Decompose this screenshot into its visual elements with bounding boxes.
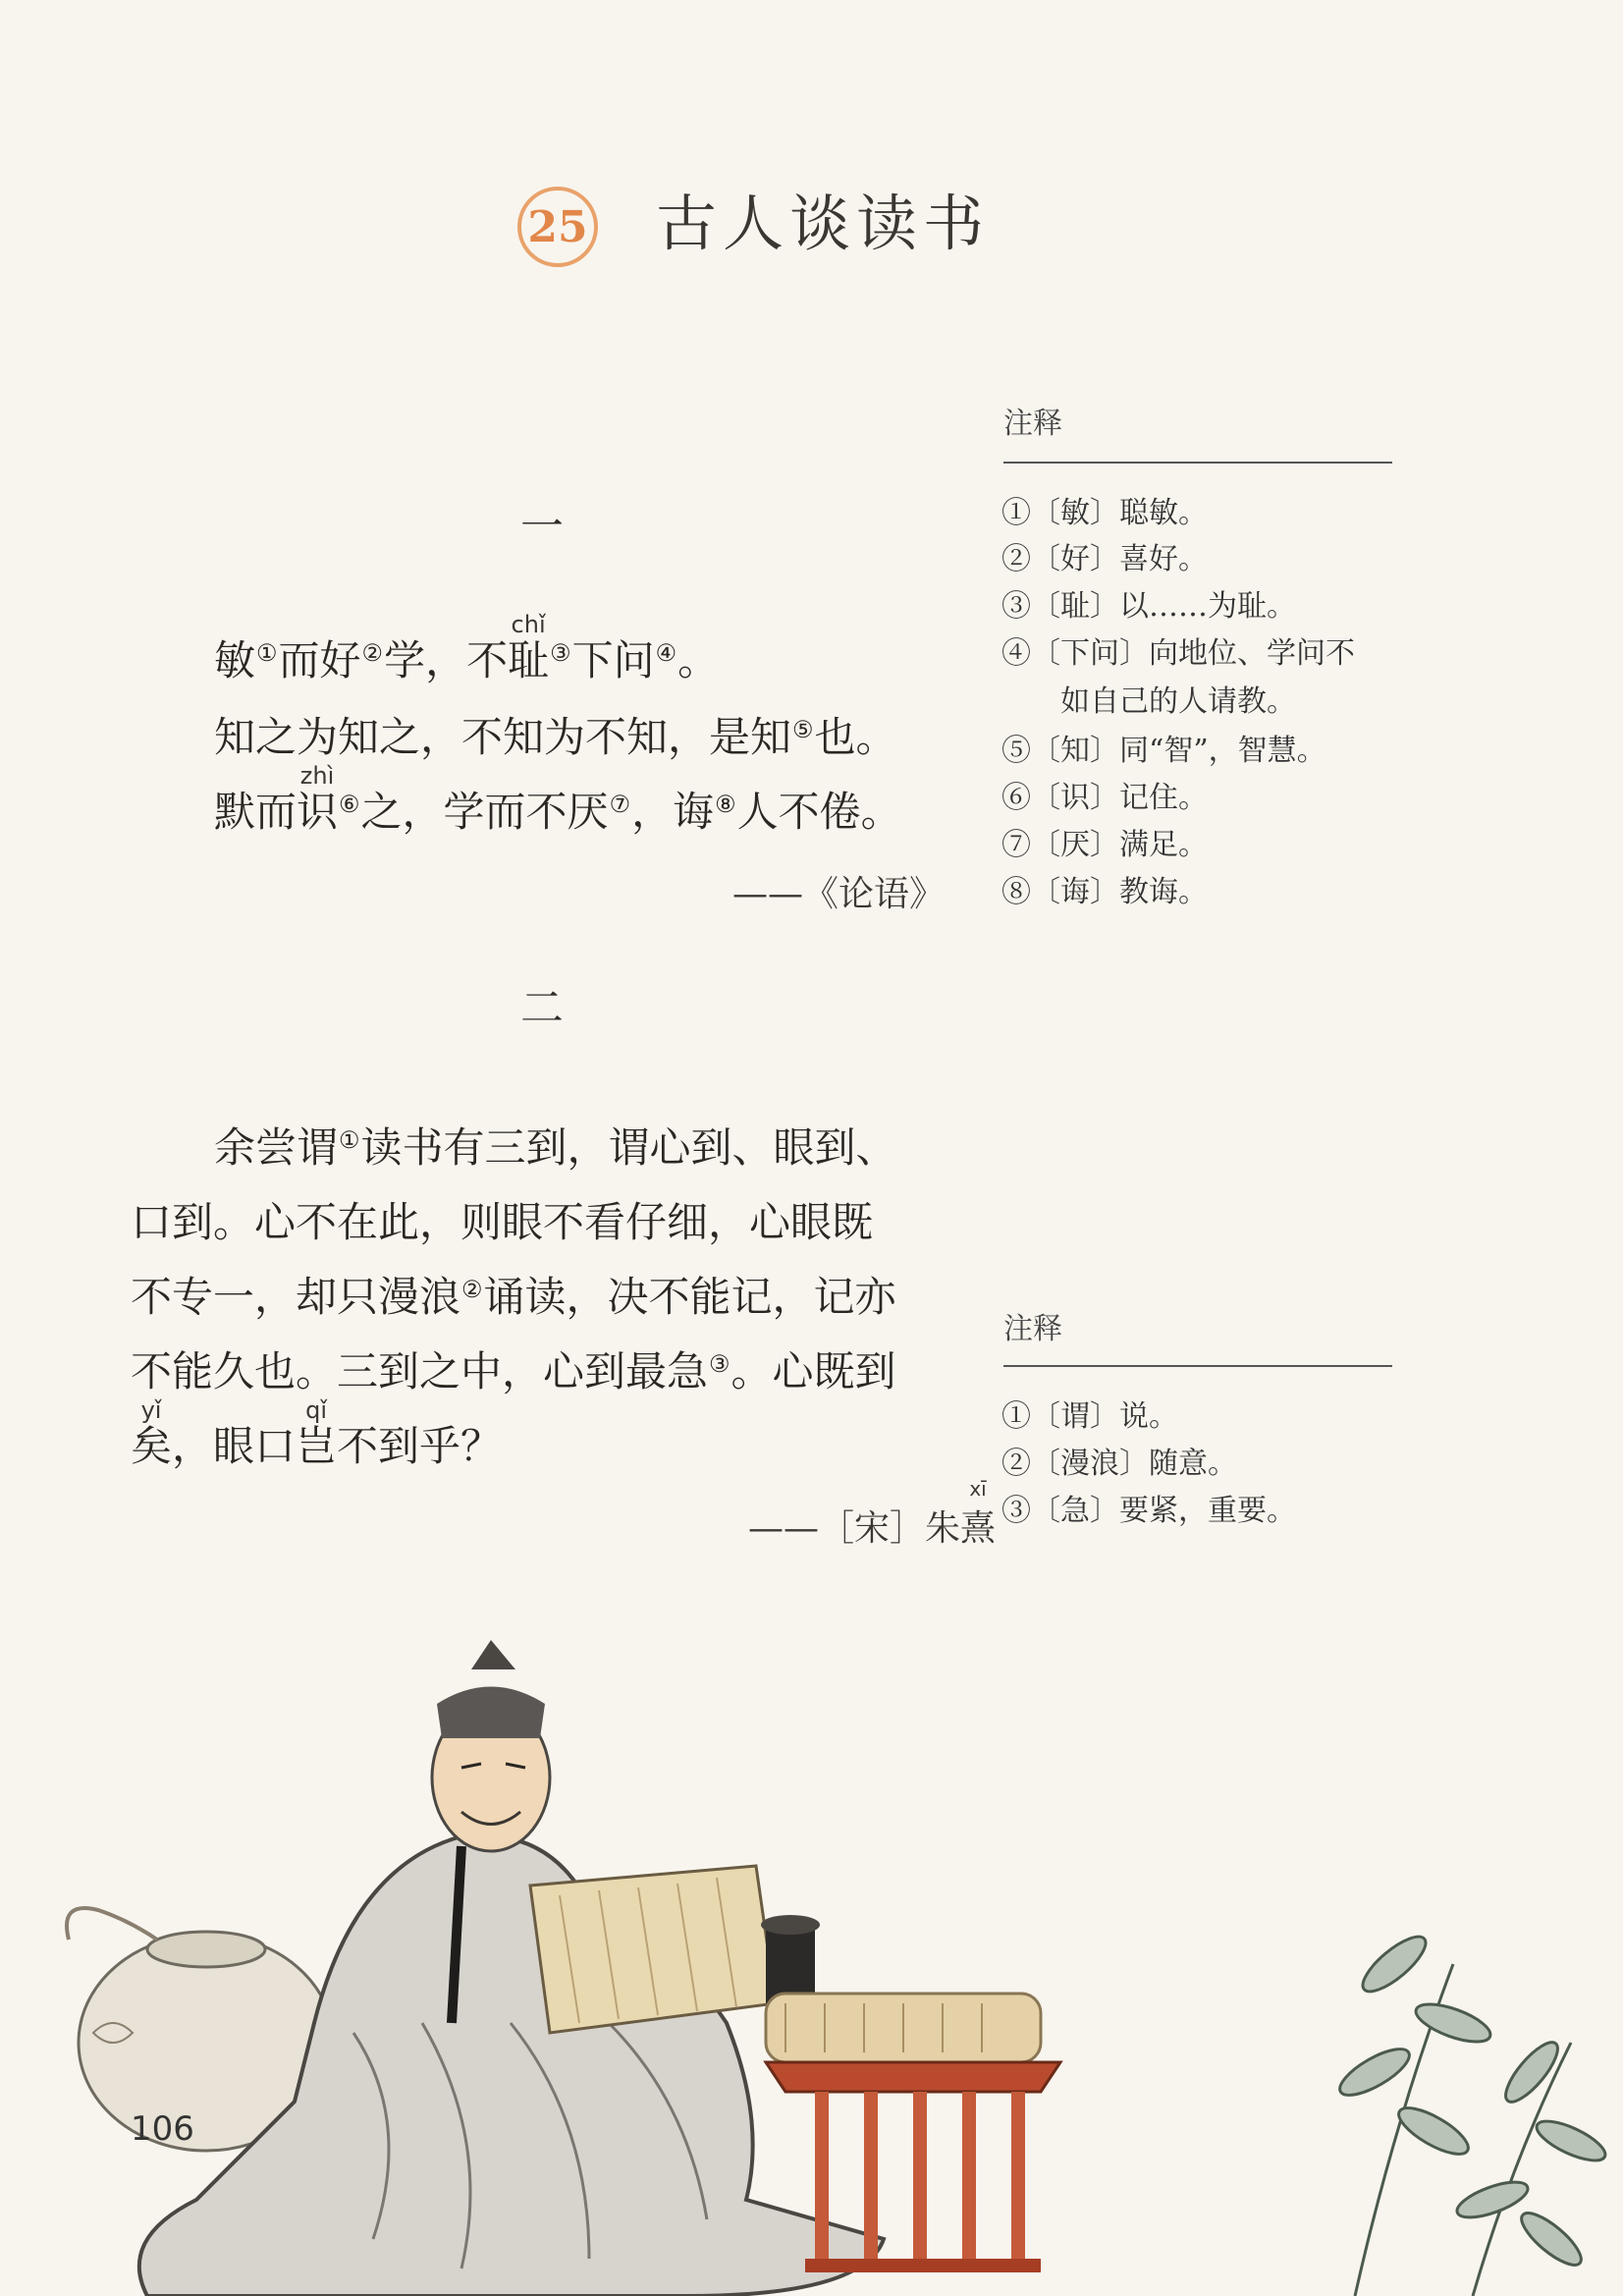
annotated-char: 耻 [508, 636, 550, 684]
pinyin-annotated-char [508, 611, 550, 684]
annotated-char: 矣 [131, 1422, 173, 1470]
footnote-marker: ⑥ [339, 791, 360, 818]
note-item: 如自己的人请教。 [1060, 684, 1296, 719]
cup-icon [766, 1925, 815, 2003]
annotated-char: 岂 [296, 1422, 338, 1470]
footnote-marker: ① [339, 1126, 360, 1154]
text-fragment: 下问 [571, 636, 655, 684]
section2-heading: 二 [520, 983, 564, 1033]
note-item: ④〔下问〕向地位、学问不 [1001, 636, 1355, 671]
bamboo-books-icon [766, 1994, 1041, 2062]
footnote-marker: ④ [655, 639, 677, 667]
text-fragment: 默而 [214, 788, 298, 836]
text-fragment: 人不倦。 [736, 788, 902, 836]
page-number: 106 [131, 2109, 194, 2149]
note-item: ⑦〔厌〕满足。 [1001, 828, 1208, 862]
text-fragment: 而好 [278, 636, 361, 684]
text-fragment: 不专一，却只漫浪 [131, 1273, 461, 1321]
text-line [214, 611, 720, 684]
scroll-icon [530, 1866, 776, 2033]
note-item: ②〔漫浪〕随意。 [1001, 1447, 1237, 1481]
text-fragment: 读书有三到，谓心到、眼到、 [360, 1123, 897, 1172]
text-line [131, 1396, 503, 1470]
text-line [131, 1347, 896, 1395]
scholar-reading-scroll-icon [0, 1611, 1623, 2296]
notes-divider-2 [1003, 1365, 1392, 1367]
text-fragment: ，诲 [631, 788, 715, 836]
note-item: ①〔谓〕说。 [1001, 1399, 1178, 1434]
text-fragment: 。心既到 [730, 1347, 896, 1395]
footnote-marker: ② [361, 639, 384, 667]
pinyin-annotated-char [296, 1396, 338, 1470]
text-fragment: ，眼口 [172, 1422, 297, 1470]
text-fragment: 诵读，决不能记，记亦 [483, 1273, 896, 1321]
text-fragment: 。 [677, 636, 720, 684]
pinyin: yǐ [140, 1396, 162, 1424]
note-item: ③〔急〕要紧，重要。 [1001, 1494, 1296, 1528]
text-fragment: 之，学而不厌 [360, 788, 609, 836]
note-item: ⑤〔知〕同“智”，智慧。 [1001, 734, 1326, 768]
text-fragment: 余尝谓 [214, 1123, 339, 1172]
pinyin-annotated-char [297, 762, 339, 836]
text-line [214, 713, 897, 761]
annotated-char: 识 [297, 788, 339, 836]
notes-divider [1003, 462, 1392, 464]
note-item: ②〔好〕喜好。 [1001, 542, 1208, 576]
text-fragment: 也。 [814, 713, 897, 761]
text-fragment: 口到。心不在此，则眼不看仔细，心眼既 [131, 1198, 874, 1246]
pinyin-annotated-char [131, 1396, 173, 1470]
note-item: ⑧〔诲〕教诲。 [1001, 875, 1208, 909]
source-ruby [960, 1477, 997, 1551]
pinyin: chǐ [511, 611, 546, 638]
lesson-number-badge: 25 [517, 187, 598, 267]
footnote-marker: ② [461, 1276, 483, 1303]
lesson-title: 古人谈读书 [656, 188, 991, 259]
text-line [131, 1198, 874, 1246]
note-item: ①〔敏〕聪敏。 [1001, 496, 1208, 530]
text-fragment: 不能久也。三到之中，心到最急 [131, 1347, 709, 1395]
text-fragment: 不到乎？ [337, 1422, 503, 1470]
text-line [214, 1123, 897, 1172]
source-pinyin: xī [969, 1477, 987, 1501]
text-fragment: 敏 [214, 636, 256, 684]
footnote-marker: ⑤ [792, 716, 814, 743]
footnote-marker: ③ [709, 1350, 730, 1378]
pinyin: qǐ [305, 1396, 327, 1424]
notes-label-2: 注释 [1003, 1312, 1062, 1346]
section1-heading: 一 [520, 502, 564, 552]
footnote-marker: ⑧ [715, 791, 736, 818]
plant-branch-icon [1333, 1929, 1610, 2296]
text-fragment: 知之为知之，不知为不知，是知 [214, 713, 792, 761]
text-line [214, 762, 902, 836]
notes-label: 注释 [1003, 407, 1062, 441]
footnote-marker: ① [256, 639, 278, 667]
pinyin: zhì [299, 762, 335, 790]
footnote-marker: ③ [550, 639, 571, 667]
source-citation: ——《论语》 [732, 874, 946, 914]
text-fragment: 学，不 [384, 636, 509, 684]
footnote-marker: ⑦ [609, 791, 631, 818]
source-prefix: ——［宋］朱 [748, 1508, 961, 1549]
source-ruby-char: 熹 [960, 1508, 997, 1549]
note-item: ③〔耻〕以……为耻。 [1001, 589, 1296, 624]
note-item: ⑥〔识〕记住。 [1001, 781, 1208, 815]
source-citation-2 [748, 1477, 997, 1551]
text-line [131, 1273, 896, 1321]
